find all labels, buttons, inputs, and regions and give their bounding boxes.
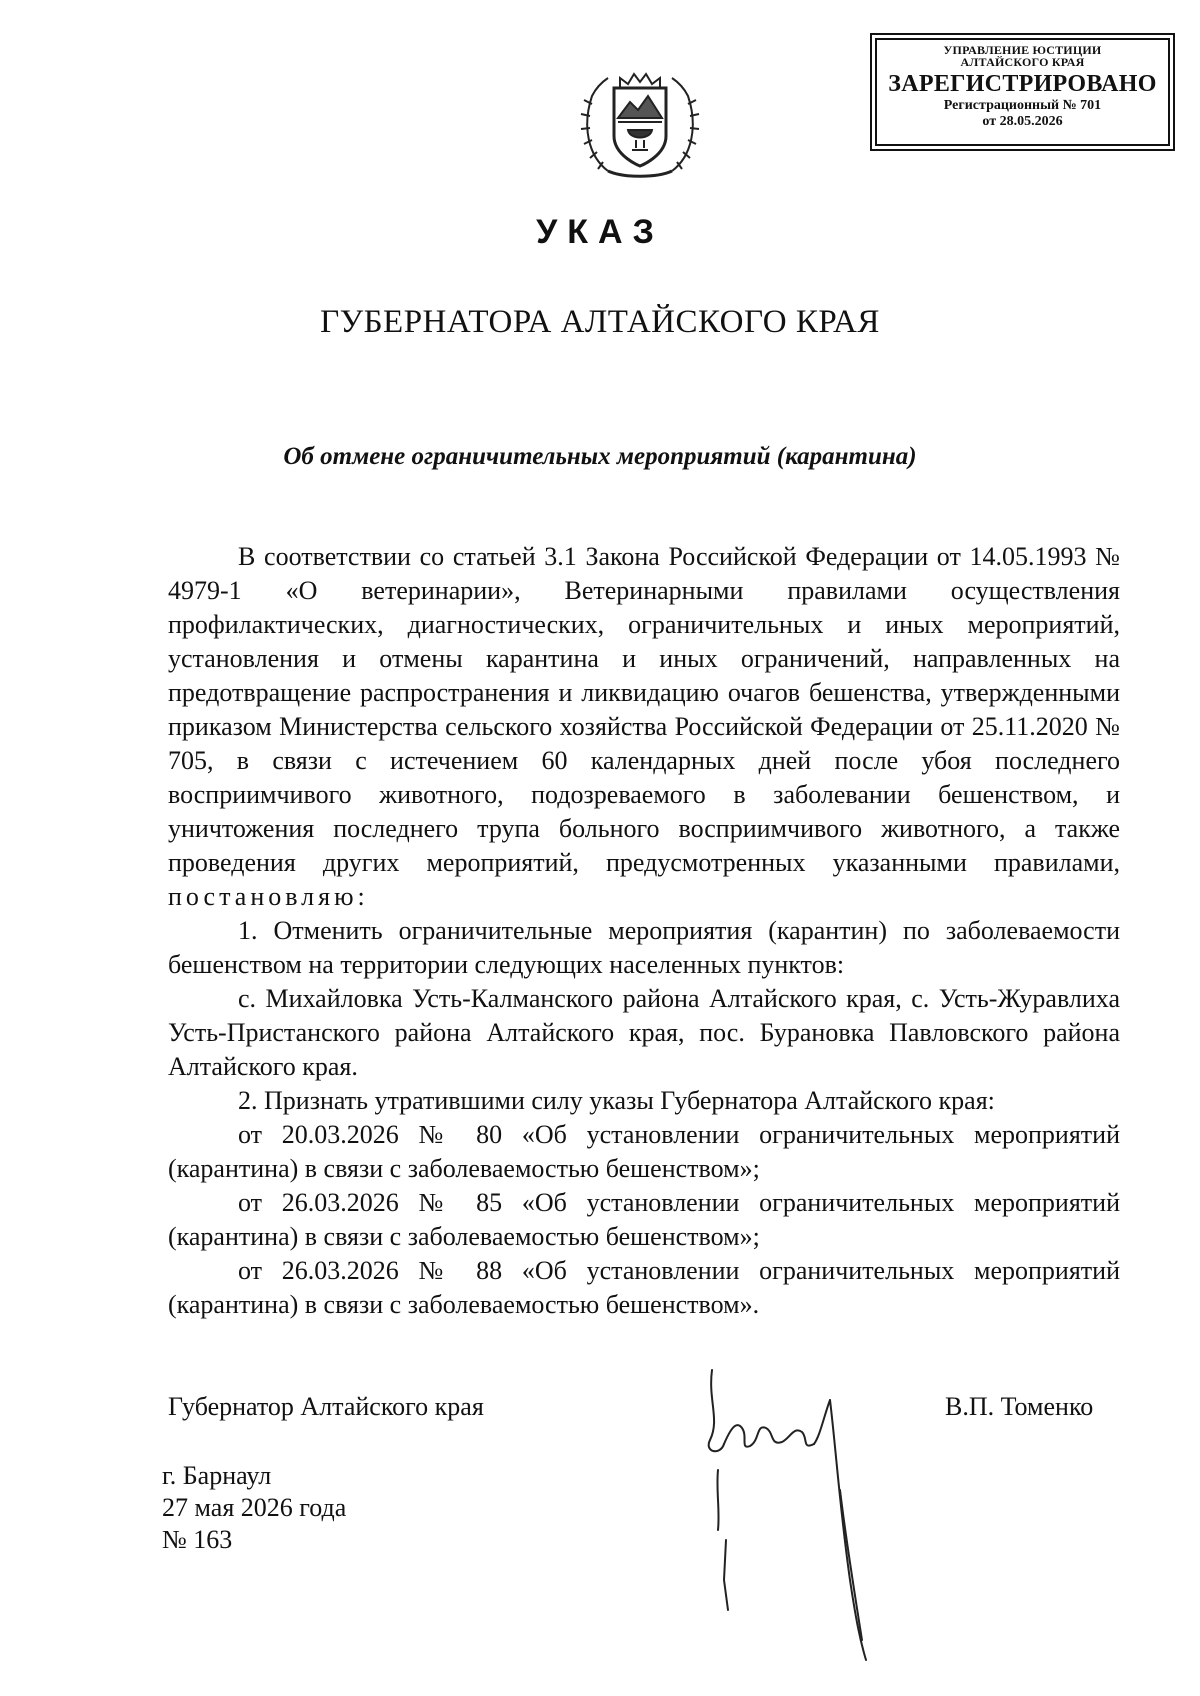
- signatory-position: Губернатор Алтайского края: [168, 1392, 484, 1421]
- registration-stamp-inner: [875, 38, 1170, 146]
- item-2b-paragraph: от 26.03.2026 № 85 «Об установлении ограничительных мероприятий (карантина) в связи с заболеваемостью бешенством»;: [168, 1188, 1120, 1251]
- issuing-authority-heading: ГУБЕРНАТОРА АЛТАЙСКОГО КРАЯ: [320, 304, 880, 340]
- document-number: № 163: [162, 1525, 233, 1554]
- coat-of-arms-icon: [578, 66, 702, 184]
- stamp-region: АЛТАЙСКОГО КРАЯ: [960, 55, 1085, 69]
- item-1-paragraph: 1. Отменить ограничительные мероприятия (карантин) по заболеваемости бешенством на территории следующих населенных пунктов:: [168, 916, 1120, 979]
- item-2c-paragraph: от 26.03.2026 № 88 «Об установлении ограничительных мероприятий (карантина) в связи с заболеваемостью бешенством».: [168, 1256, 1120, 1319]
- item-1-places-paragraph: с. Михайловка Усть-Калманского района Алтайского края, с. Усть-Журавлиха Усть-Пристанского района Алтайского края, пос. Бурановка Павловского района Алтайского края.: [168, 984, 1120, 1081]
- document-date: 27 мая 2026 года: [162, 1493, 347, 1522]
- place-date-block: [162, 1460, 346, 1556]
- registration-stamp: [870, 33, 1175, 151]
- item-2-paragraph: 2. Признать утратившими силу указы Губернатора Алтайского края:: [238, 1086, 995, 1115]
- handwritten-signature-icon: [690, 1340, 900, 1670]
- preamble-paragraph: [168, 540, 1120, 914]
- item-2a-paragraph: от 20.03.2026 № 80 «Об установлении ограничительных мероприятий (карантина) в связи с заболеваемостью бешенством»;: [168, 1120, 1120, 1183]
- document-type-heading: УКАЗ: [536, 213, 664, 251]
- document-city: г. Барнаул: [162, 1461, 272, 1490]
- document-body: [168, 540, 1120, 1322]
- stamp-department: УПРАВЛЕНИЕ ЮСТИЦИИ: [943, 43, 1102, 57]
- signatory-name: В.П. Томенко: [945, 1392, 1094, 1421]
- document-subject: Об отмене ограничительных мероприятий (карантина): [283, 443, 917, 470]
- preamble-text: В соответствии со статьей 3.1 Закона Российской Федерации от 14.05.1993 № 4979-1 «О ветеринарии», Ветеринарными правилами осуществления профилактических, диагностических, ограничительных и иных мероприятий, установления и отмены карантина и иных ограничений, направленных на предотвращение распространения и ликвидацию очагов бешенства, утвержденными приказом Министерства сельского хозяйства Российской Федерации от 25.11.2020 № 705, в связи с истечением 60 календарных дней после убоя последнего восприимчивого животного, подозреваемого в заболевании бешенством, и уничтожения последнего трупа больного восприимчивого животного, а также проведения других мероприятий, предусмотренных указанными правилами,: [168, 542, 1120, 877]
- stamp-status: ЗАРЕГИСТРИРОВАНО: [888, 71, 1157, 97]
- decree-word: постановляю:: [168, 882, 369, 911]
- stamp-reg-date: от 28.05.2026: [982, 114, 1063, 129]
- stamp-reg-number: Регистрационный № 701: [943, 98, 1102, 113]
